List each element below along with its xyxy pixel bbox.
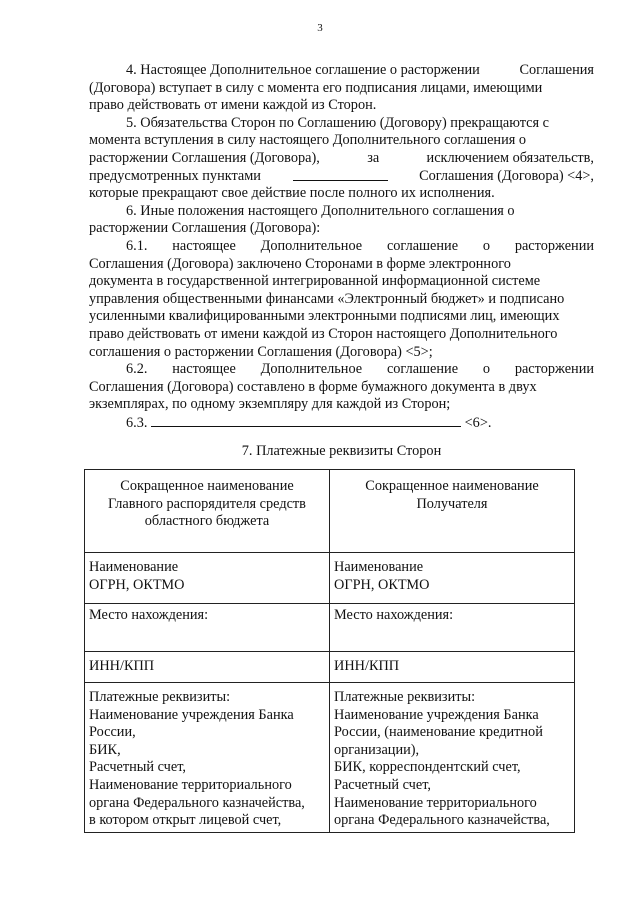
para-6-1-line-3: документа в государственной интегрированной информационной системе [89, 273, 541, 290]
right-header-cell: Сокращенное наименование Получателя [330, 470, 575, 553]
para-5-line-4: предусмотренных пунктами Соглашения (Договора) <4>, [89, 167, 594, 184]
para-6-3: 6.3. <6>. [126, 414, 492, 431]
document-body [89, 62, 594, 461]
left-inn-cell: ИНН/КПП [85, 652, 330, 683]
blank-field [151, 414, 461, 427]
right-name-cell: Наименование ОГРН, ОКТМО [330, 553, 575, 604]
left-header-cell: Сокращенное наименование Главного распорядителя средств областного бюджета [85, 470, 330, 553]
para-5-line-5: которые прекращают свое действие после полного их исполнения. [89, 185, 495, 202]
para-6-1-line-7: соглашения о расторжении Соглашения (Договора) <5>; [89, 343, 433, 360]
para-4-line-2: (Договора) вступает в силу с момента его подписания лицами, имеющими [89, 79, 543, 96]
para-6-1-line-4: управления общественными финансами «Электронный бюджет» и подписано [89, 290, 565, 307]
table-header-row [85, 470, 575, 553]
para-5-line-1: 5. Обязательства Сторон по Соглашению (Договору) прекращаются с [126, 114, 549, 131]
payment-details-table [84, 469, 575, 833]
right-inn-cell: ИНН/КПП [330, 652, 575, 683]
left-name-cell: Наименование ОГРН, ОКТМО [85, 553, 330, 604]
para-5-line-3: расторжении Соглашения (Договора), за исключением обязательств, [89, 149, 594, 166]
para-6-line-1: 6. Иные положения настоящего Дополнительного соглашения о [126, 202, 515, 219]
right-location-cell: Место нахождения: [330, 604, 575, 652]
para-4-line-3: право действовать от имени каждой из Сторон. [89, 97, 377, 114]
table-row [85, 553, 575, 604]
para-6-1-line-1: 6.1. настоящее Дополнительное соглашение о расторжении [126, 237, 594, 254]
para-6-2-line-2: Соглашения (Договора) составлено в форме бумажного документа в двух [89, 378, 537, 395]
right-bank-details-cell: Платежные реквизиты: Наименование учреждения Банка России, (наименование кредитной организации), БИК, корреспондентский счет, Расчетный счет, Наименование территориального органа Федерального казначейства, [330, 683, 575, 833]
para-6-2-line-3: экземплярах, по одному экземпляру для каждой из Сторон; [89, 396, 451, 413]
page-number: 3 [317, 22, 323, 34]
table-row [85, 652, 575, 683]
para-6-1-line-2: Соглашения (Договора) заключено Сторонами в форме электронного [89, 255, 511, 272]
para-4-line-1: 4. Настоящее Дополнительное соглашение о расторжении Соглашения [126, 62, 594, 78]
table-row [85, 604, 575, 652]
para-6-1-line-5: усиленными квалифицированными электронными подписями лиц, имеющих [89, 308, 560, 325]
left-location-cell: Место нахождения: [85, 604, 330, 652]
section-7-title: 7. Платежные реквизиты Сторон [241, 443, 442, 460]
blank-field [293, 168, 388, 181]
para-5-line-2: момента вступления в силу настоящего Дополнительного соглашения о [89, 132, 527, 149]
table-row [85, 683, 575, 833]
para-6-2-line-1: 6.2. настоящее Дополнительное соглашение о расторжении [126, 361, 594, 378]
para-6-line-2: расторжении Соглашения (Договора): [89, 220, 321, 237]
left-bank-details-cell: Платежные реквизиты: Наименование учреждения Банка России, БИК, Расчетный счет, Наименование территориального органа Федерального казначейства, в котором открыт лицевой счет, [85, 683, 330, 833]
para-6-1-line-6: право действовать от имени каждой из Сторон настоящего Дополнительного [89, 325, 558, 342]
